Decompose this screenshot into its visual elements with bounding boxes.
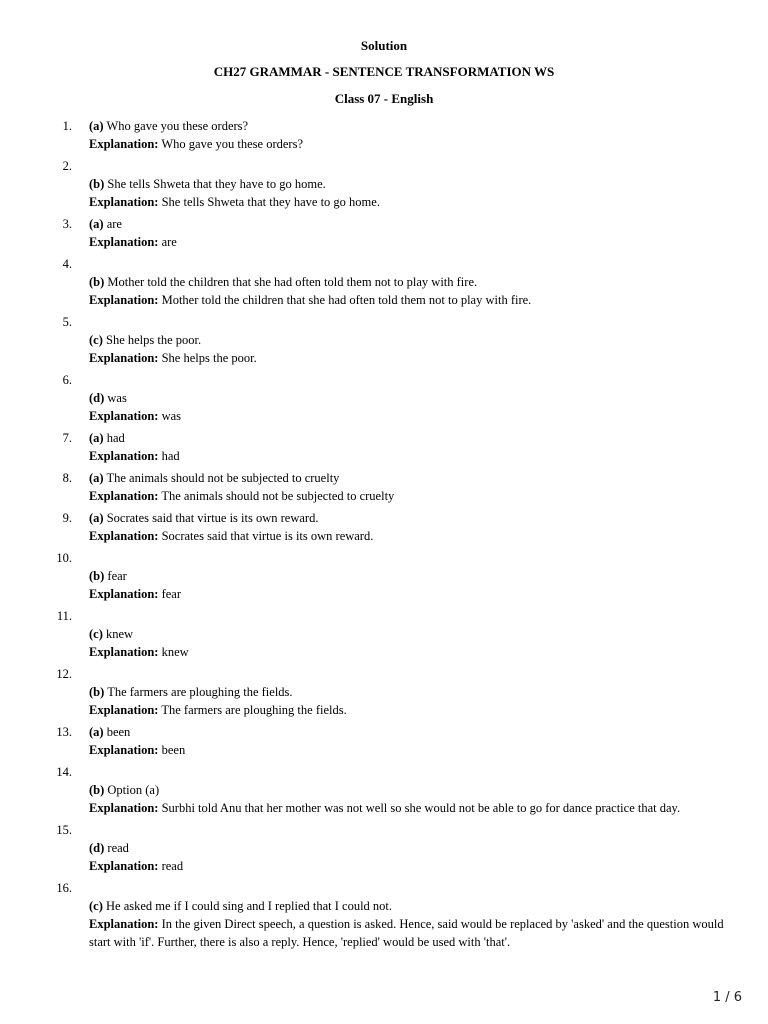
answer-item (0, 469, 768, 505)
answer-item (0, 665, 768, 719)
answer-option: (a) (89, 471, 104, 485)
answer-line (89, 897, 732, 915)
answer-text: was (107, 391, 127, 405)
explanation-label: Explanation: (89, 801, 159, 815)
answer-line (89, 429, 732, 447)
class-line: Class 07 - English (334, 91, 434, 106)
answer-option: (c) (89, 627, 103, 641)
explanation-label: Explanation: (89, 743, 159, 757)
explanation-line (89, 487, 732, 505)
answer-text: Option (a) (107, 783, 160, 797)
answer-text: been (106, 725, 131, 739)
explanation-line (89, 701, 732, 719)
explanation-line (89, 799, 732, 817)
blank-line (89, 255, 732, 273)
explanation-line (89, 857, 732, 875)
item-number: 7. (62, 431, 72, 445)
answer-item (0, 157, 768, 211)
answer-option: (d) (89, 841, 105, 855)
explanation-line (89, 527, 732, 545)
explanation-text: She helps the poor. (161, 351, 257, 365)
explanation-label: Explanation: (89, 703, 159, 717)
answer-line (89, 723, 732, 741)
page-title: Solution (360, 38, 408, 53)
blank-line (89, 371, 732, 389)
explanation-label: Explanation: (89, 859, 159, 873)
answer-option: (b) (89, 783, 105, 797)
explanation-label: Explanation: (89, 137, 159, 151)
answer-text: Who gave you these orders? (106, 119, 249, 133)
item-number: 9. (62, 511, 72, 525)
explanation-line (89, 135, 732, 153)
explanation-text: She tells Shweta that they have to go home. (161, 195, 380, 209)
blank-line (89, 763, 732, 781)
item-number: 14. (56, 765, 72, 779)
explanation-text: The animals should not be subjected to cruelty (161, 489, 395, 503)
item-number: 6. (62, 373, 72, 387)
answer-item (0, 723, 768, 759)
answer-line (89, 567, 732, 585)
answer-text: She helps the poor. (106, 333, 202, 347)
explanation-label: Explanation: (89, 529, 159, 543)
answer-line (89, 331, 732, 349)
answer-line (89, 683, 732, 701)
explanation-label: Explanation: (89, 351, 159, 365)
explanation-line (89, 407, 732, 425)
explanation-text: The farmers are ploughing the fields. (161, 703, 347, 717)
answer-line (89, 117, 732, 135)
worksheet-title: CH27 GRAMMAR - SENTENCE TRANSFORMATION WS (213, 64, 555, 79)
answer-option: (a) (89, 511, 104, 525)
answer-line (89, 625, 732, 643)
explanation-line (89, 643, 732, 661)
explanation-text: fear (161, 587, 182, 601)
answer-text: are (106, 217, 122, 231)
answer-line (89, 215, 732, 233)
answer-item (0, 371, 768, 425)
page-indicator: 1 / 6 (712, 990, 742, 1005)
answer-line (89, 273, 732, 291)
explanation-line (89, 741, 732, 759)
answer-text: knew (106, 627, 134, 641)
blank-line (89, 879, 732, 897)
explanation-label: Explanation: (89, 587, 159, 601)
item-number: 8. (62, 471, 72, 485)
item-number: 16. (56, 881, 72, 895)
explanation-text: Socrates said that virtue is its own reward. (161, 529, 374, 543)
explanation-label: Explanation: (89, 645, 159, 659)
answer-option: (c) (89, 333, 103, 347)
answer-option: (d) (89, 391, 105, 405)
answer-item (0, 763, 768, 817)
answer-item (0, 509, 768, 545)
explanation-line (89, 585, 732, 603)
answer-item (0, 549, 768, 603)
item-number: 1. (62, 119, 72, 133)
answer-text: The animals should not be subjected to cruelty (106, 471, 340, 485)
explanation-label: Explanation: (89, 409, 159, 423)
explanation-text: knew (161, 645, 189, 659)
answer-item (0, 821, 768, 875)
explanation-label: Explanation: (89, 235, 159, 249)
answer-option: (b) (89, 569, 105, 583)
explanation-line (89, 233, 732, 251)
blank-line (89, 549, 732, 567)
explanation-line (89, 915, 732, 951)
answer-option: (b) (89, 685, 105, 699)
answer-line (89, 175, 732, 193)
blank-line (89, 313, 732, 331)
explanation-line (89, 193, 732, 211)
explanation-line (89, 291, 732, 309)
explanation-label: Explanation: (89, 917, 159, 931)
blank-line (89, 821, 732, 839)
explanation-text: had (161, 449, 180, 463)
answer-text: She tells Shweta that they have to go home. (107, 177, 326, 191)
answer-option: (b) (89, 275, 105, 289)
answer-text: had (106, 431, 125, 445)
blank-line (89, 157, 732, 175)
explanation-text: been (161, 743, 186, 757)
item-number: 15. (56, 823, 72, 837)
answer-text: Socrates said that virtue is its own reward. (106, 511, 319, 525)
blank-line (89, 607, 732, 625)
answer-text: The farmers are ploughing the fields. (107, 685, 293, 699)
explanation-text: In the given Direct speech, a question is asked. Hence, said would be replaced by 'asked' and the question would start with 'if'. Further, there is also a reply. Hence, 'replied' would be used with 'that'. (89, 917, 724, 949)
answer-option: (a) (89, 725, 104, 739)
answer-line (89, 469, 732, 487)
explanation-line (89, 447, 732, 465)
explanation-text: Surbhi told Anu that her mother was not well so she would not be able to go for dance practice that day. (161, 801, 681, 815)
answer-option: (b) (89, 177, 105, 191)
explanation-text: read (161, 859, 184, 873)
answer-line (89, 389, 732, 407)
explanation-label: Explanation: (89, 195, 159, 209)
explanation-label: Explanation: (89, 489, 159, 503)
answer-option: (c) (89, 899, 103, 913)
answer-item (0, 117, 768, 153)
item-number: 3. (62, 217, 72, 231)
answer-item (0, 607, 768, 661)
answer-option: (a) (89, 217, 104, 231)
item-number: 10. (56, 551, 72, 565)
explanation-label: Explanation: (89, 293, 159, 307)
blank-line (89, 665, 732, 683)
answer-text: He asked me if I could sing and I replied that I could not. (106, 899, 393, 913)
answer-text: Mother told the children that she had often told them not to play with fire. (107, 275, 478, 289)
answer-list (0, 117, 768, 955)
explanation-text: are (161, 235, 177, 249)
answer-line (89, 839, 732, 857)
answer-item (0, 879, 768, 951)
explanation-text: Mother told the children that she had often told them not to play with fire. (161, 293, 532, 307)
answer-line (89, 781, 732, 799)
answer-text: fear (107, 569, 127, 583)
answer-text: read (107, 841, 129, 855)
item-number: 11. (56, 609, 72, 623)
explanation-text: was (161, 409, 182, 423)
answer-item (0, 255, 768, 309)
explanation-text: Who gave you these orders? (161, 137, 303, 151)
item-number: 2. (62, 159, 72, 173)
explanation-line (89, 349, 732, 367)
answer-item (0, 313, 768, 367)
item-number: 13. (56, 725, 72, 739)
answer-line (89, 509, 732, 527)
answer-option: (a) (89, 431, 104, 445)
item-number: 12. (56, 667, 72, 681)
answer-item (0, 215, 768, 251)
item-number: 5. (62, 315, 72, 329)
item-number: 4. (62, 257, 72, 271)
answer-item (0, 429, 768, 465)
answer-option: (a) (89, 119, 104, 133)
explanation-label: Explanation: (89, 449, 159, 463)
